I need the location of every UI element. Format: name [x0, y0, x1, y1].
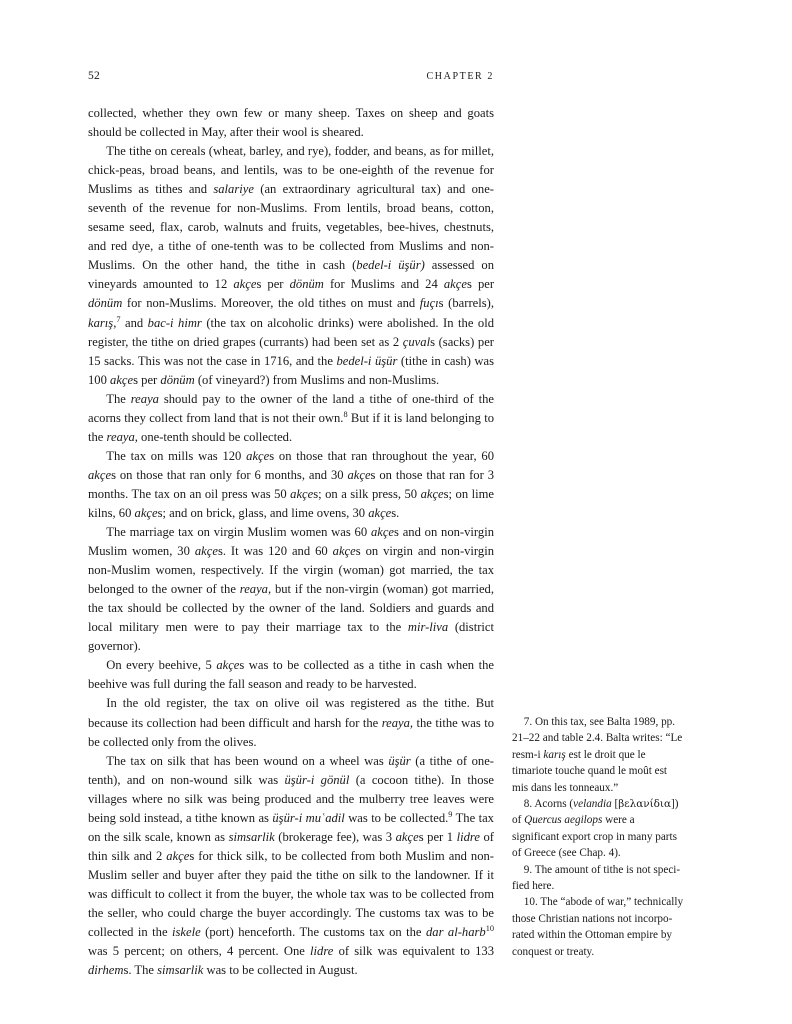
body-paragraph: The marriage tax on virgin Muslim women was 60 akçes and on non-virgin Muslim women, 30 akçes. It was 120 and 60 akçes on virgin and non-virgin non-Muslim women, respectively. If the virgin (woman) got married, the tax belonged to the owner of the reaya, but if the non-virgin (woman) got married, the tax should be collected by the owner of the land. Soldiers and guards and local military men were to pay their marriage tax to the mir-liva (district governor).: [88, 525, 494, 654]
body-paragraph: In the old register, the tax on olive oil was registered as the tithe. But because its collection had been difficult and harsh for the reaya, the tithe was to be collected only from the olives.: [88, 696, 494, 749]
side-note: 7. On this tax, see Balta 1989, pp. 21–22 and table 2.4. Balta writes: “Le resm-i karış est le droit que le timariote touche quand le moût est mis dans les tonneaux.”: [512, 716, 683, 794]
body-paragraph: The reaya should pay to the owner of the land a tithe of one-third of the acorns they collect from land that is not their own.$^8$ But if it is land belonging to the reaya, one-tenth should be collected.: [88, 391, 494, 444]
body-paragraph: The tax on silk that has been wound on a wheel was üşür (a tithe of one-tenth), and on non-wound silk was üşür-i gönül (a cocoon tithe). In those villages where no silk was being produced and the mulberry tree leaves were being sold instead, a tithe known as üşür-i muʿadil was to be collected.$^9$ The tax on the silk scale, known as simsarlik (brokerage fee), was 3 akçes per 1 lidre of thin silk and 2 akçes for thick silk, to be collected from both Muslim and non-Muslim seller and buyer after they paid the tithe on silk to the landowner. If it was difficult to collect it from the buyer, the whole tax was to be collected from the seller, who could charge the buyer accordingly. The customs tax was to be collected in the iskele (port) henceforth. The customs tax on the dar al-harb$^{10}$ was 5 percent; on others, 4 percent. One lidre of silk was equivalent to 133 dirhems. The simsarlik was to be collected in August.: [88, 753, 495, 978]
page-number: 52: [88, 70, 100, 82]
side-note: 8. Acorns (velandia [βελανίδια]) of Quercus aegilops were a significant export crop in many parts of Greece (see Chap. 4).: [512, 798, 679, 860]
side-note: 9. The amount of tithe is not speci-fied here.: [512, 863, 681, 893]
body-paragraph: The tithe on cereals (wheat, barley, and rye), fodder, and beans, as for millet, chick-peas, broad beans, and lentils, was to be one-eighth of the revenue for Muslims as tithes and salariye (an extraordinary agricultural tax) and one-seventh of the revenue for non-Muslims. From lentils, broad beans, cotton, sesame seed, flax, carob, walnuts and fruits, vegetables, bee-hives, chestnuts, and red dye, a tithe of one-tenth was to be collected from Muslims and non-Muslims. On the other hand, the tithe in cash (bedel-i üşür) assessed on vineyards amounted to 12 akçes per dönüm for Muslims and 24 akçes per dönüm for non-Muslims. Moreover, the old tithes on must and fuçıs (barrels), karış,$^7$ and bac-i himr (the tax on alcoholic drinks) were abolished. In the old register, the tithe on dried grapes (currants) had been set as 2 çuvals (sacks) per 15 sacks. This was not the case in 1716, and the bedel-i üşür (tithe in cash) was 100 akçes per dönüm (of vineyard?) from Muslims and non-Muslims.: [88, 144, 495, 387]
running-head: [88, 70, 494, 86]
main-text-column: [88, 104, 494, 980]
side-note: 10. The “abode of war,” technically those Christian nations not incorpo-rated within the Ottoman empire by conquest or treaty.: [512, 896, 684, 958]
body-paragraph: The tax on mills was 120 akçes on those that ran throughout the year, 60 akçes on those that ran only for 6 months, and 30 akçes on those that ran for 3 months. The tax on an oil press was 50 akçes; on a silk press, 50 akçes; on lime kilns, 60 akçes; and on brick, glass, and lime ovens, 30 akçes.: [88, 448, 495, 520]
side-notes-column: [512, 714, 684, 960]
body-paragraph: On every beehive, 5 akçes was to be collected as a tithe in cash when the beehive was full during the fall season and ready to be harvested.: [88, 658, 494, 692]
body-paragraph: collected, whether they own few or many sheep. Taxes on sheep and goats should be collected in May, after their wool is sheared.: [88, 106, 494, 140]
chapter-title: CHAPTER 2: [426, 71, 494, 82]
